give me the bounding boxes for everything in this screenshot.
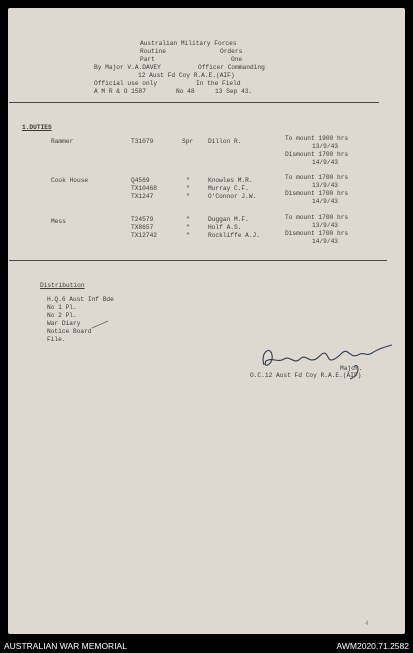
duty-detail: 14/9/43 bbox=[312, 238, 338, 245]
duty-detail: To mount 1700 hrs bbox=[285, 214, 349, 221]
duty-name: Duggan M.F. bbox=[208, 216, 249, 223]
distribution-heading: Distribution bbox=[40, 282, 85, 289]
duty-detail: 14/9/43 bbox=[312, 159, 338, 166]
duty-detail: Dismount 1700 hrs bbox=[285, 230, 349, 237]
duty-rank: " bbox=[186, 193, 190, 200]
duty-name: Holf A.S. bbox=[208, 224, 242, 231]
duty-detail: Dismount 1700 hrs bbox=[285, 151, 349, 158]
duty-number: TX1247 bbox=[131, 193, 154, 200]
middle-divider bbox=[9, 260, 387, 261]
duty-name: Dillon R. bbox=[208, 138, 242, 145]
duties-heading: 1.DUTIES bbox=[22, 124, 52, 131]
header-number: No 48 bbox=[176, 88, 195, 95]
duty-number: Q4569 bbox=[131, 177, 150, 184]
distribution-item: Notice Board bbox=[47, 328, 92, 335]
header-in-the-field: In the Field bbox=[196, 80, 241, 87]
duty-name: Murray C.F. bbox=[208, 185, 249, 192]
duty-name: Knowles M.R. bbox=[208, 177, 253, 184]
distribution-item: War Diary bbox=[47, 320, 81, 327]
duty-role: Rammer bbox=[51, 138, 74, 145]
header-date: 13 Sep 43. bbox=[215, 88, 253, 95]
duty-number: TX12742 bbox=[131, 232, 157, 239]
duty-role: Cook House bbox=[51, 177, 89, 184]
duty-name: Rockliffe A.J. bbox=[208, 232, 260, 239]
duty-detail: To mount 1700 hrs bbox=[285, 174, 349, 181]
duty-rank: " bbox=[186, 177, 190, 184]
header-official-use: Official use only bbox=[94, 80, 158, 87]
duty-detail: To mount 1900 hrs bbox=[285, 135, 349, 142]
signatory-rank: Major. bbox=[340, 365, 363, 372]
duty-name: O'Connor J.W. bbox=[208, 193, 257, 200]
duty-detail: Dismount 1700 hrs bbox=[285, 190, 349, 197]
duty-number: TX10468 bbox=[131, 185, 157, 192]
duty-rank: " bbox=[186, 224, 190, 231]
distribution-item: No 1 Pl. bbox=[47, 304, 77, 311]
footer-institution: AUSTRALIAN WAR MEMORIAL bbox=[4, 641, 127, 651]
duty-rank: " bbox=[186, 232, 190, 239]
page-mark: 4 bbox=[365, 620, 369, 627]
duty-rank: " bbox=[186, 216, 190, 223]
duty-detail: 13/9/43 bbox=[312, 143, 338, 150]
header-orders: Orders bbox=[220, 48, 243, 55]
duty-detail: 13/9/43 bbox=[312, 182, 338, 189]
signatory-title: O.C.12 Aust Fd Coy R.A.E.(AIF) bbox=[250, 372, 362, 379]
duty-role: Mess bbox=[51, 218, 66, 225]
duty-rank: " bbox=[186, 185, 190, 192]
header-unit: 12 Aust Fd Coy R.A.E.(AIF) bbox=[138, 72, 235, 79]
header-amro: A M R & O 1587 bbox=[94, 88, 146, 95]
pencil-tick-mark bbox=[90, 320, 110, 330]
header-one: One bbox=[231, 56, 243, 63]
header-part: Part bbox=[140, 56, 155, 63]
duty-number: TX8657 bbox=[131, 224, 154, 231]
top-divider bbox=[9, 102, 379, 103]
document-page bbox=[8, 8, 405, 634]
header-officer-commanding: Officer Commanding bbox=[198, 64, 265, 71]
duty-number: T31079 bbox=[131, 138, 154, 145]
distribution-item: H.Q.6 Aust Inf Bde bbox=[47, 296, 114, 303]
footer-accession-number: AWM2020.71.2582 bbox=[336, 641, 409, 651]
duty-number: T24579 bbox=[131, 216, 154, 223]
header-by-major: By Major V.A.DAVEY bbox=[94, 64, 161, 71]
duty-rank: Spr bbox=[182, 138, 194, 145]
distribution-item: No 2 Pl. bbox=[47, 312, 77, 319]
header-line1: Australian Military Forces bbox=[140, 40, 237, 47]
distribution-item: File. bbox=[47, 336, 66, 343]
duty-detail: 13/9/43 bbox=[312, 222, 338, 229]
duty-detail: 14/9/43 bbox=[312, 198, 338, 205]
header-routine: Routine bbox=[140, 48, 166, 55]
